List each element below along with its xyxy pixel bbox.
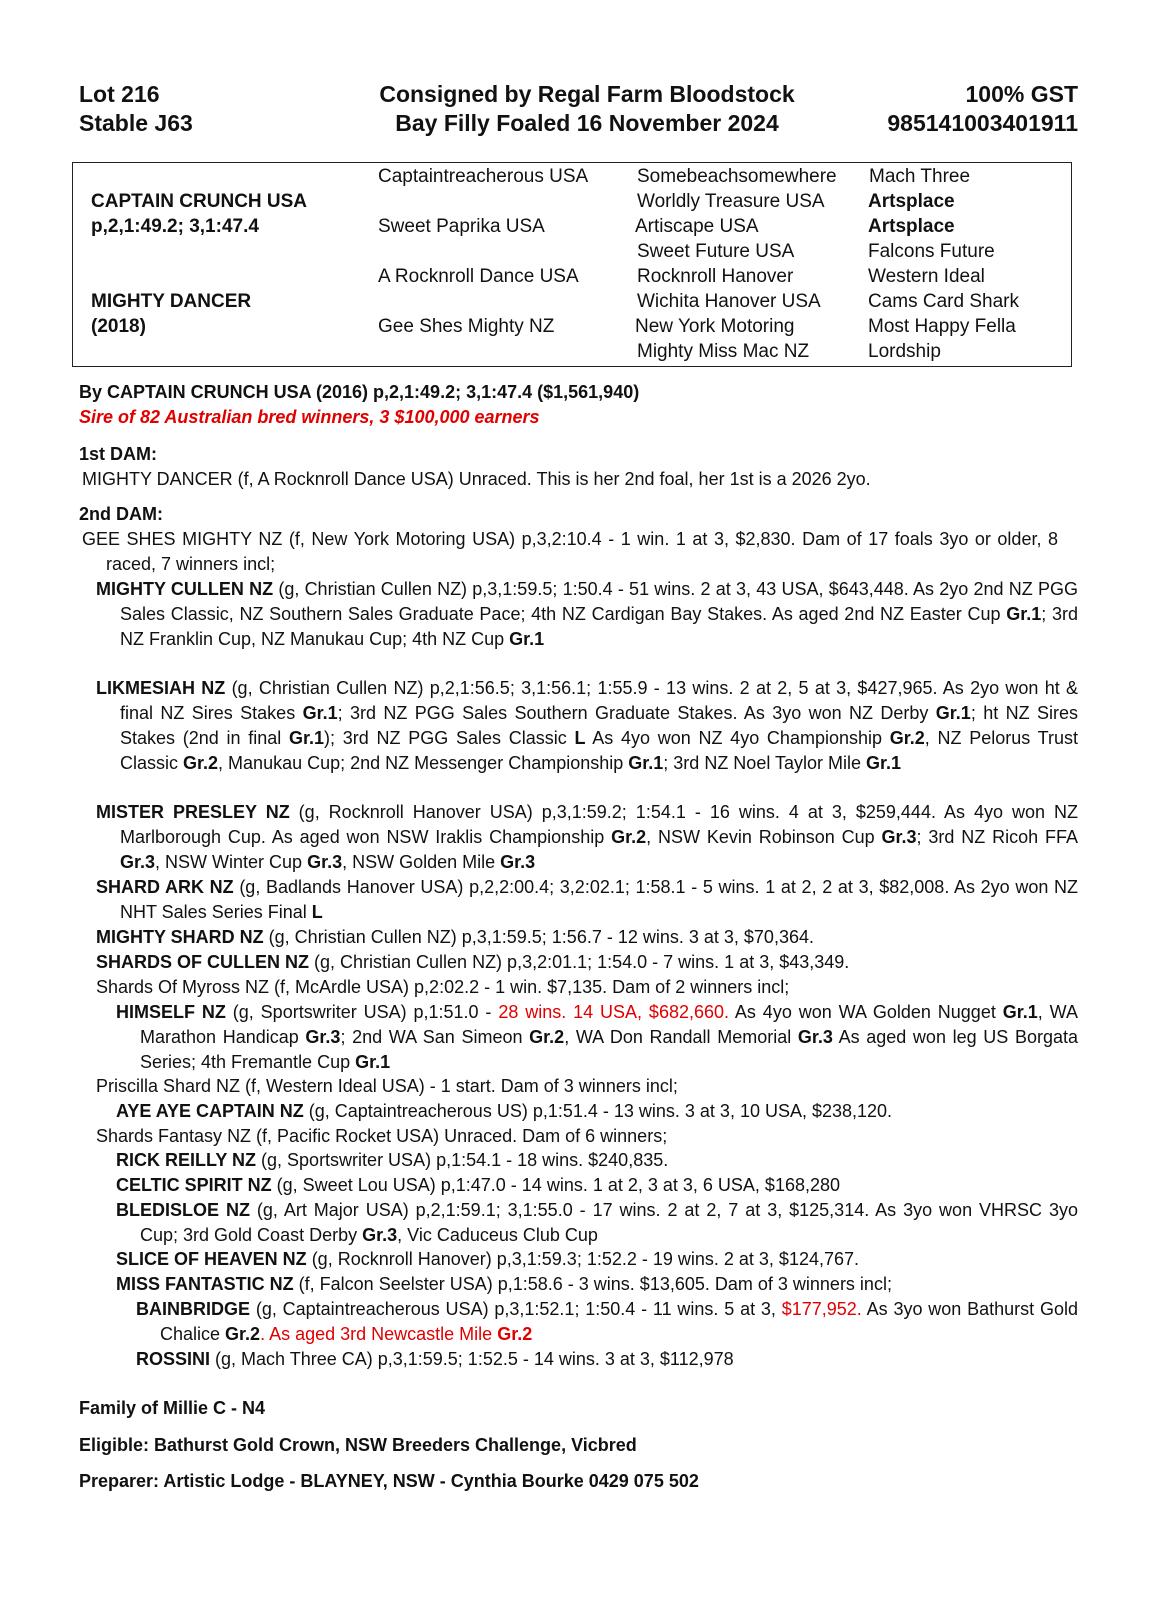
progeny-entry: CELTIC SPIRIT NZ (g, Sweet Lou USA) p,1:47.0 - 14 wins. 1 at 2, 3 at 3, 6 USA, $168,280	[116, 1175, 841, 1195]
pedigree-gen3: Most Happy Fella	[868, 316, 1016, 337]
progeny-entry: LIKMESIAH NZ (g, Christian Cullen NZ) p,2,1:56.5; 3,1:56.1; 1:55.9 - 13 wins. 2 at 2, 5 at 3, $427,965. As 2yo won ht & final NZ Sires Stakes Gr.1; 3rd NZ PGG Sales Southern Graduate Stakes. As 3yo won NZ Derby Gr.1; ht NZ Sires Stakes (2nd in final Gr.1); 3rd NZ PGG Sales Classic L As 4yo won NZ 4yo Championship Gr.2, NZ Pelorus Trust Classic Gr.2, Manukau Cup; 2nd NZ Messenger Championship Gr.1; 3rd NZ Noel Taylor Mile Gr.1	[96, 678, 1078, 773]
pedigree-dam-year: (2018)	[91, 316, 146, 337]
pedigree-dam-name: MIGHTY DANCER	[91, 291, 252, 312]
horse-name: SLICE OF HEAVEN NZ	[116, 1249, 307, 1269]
pedigree-gen3: Artsplace	[868, 216, 955, 237]
horse-name: SHARD ARK NZ	[96, 877, 234, 897]
progeny-entry: RICK REILLY NZ (g, Sportswriter USA) p,1:54.1 - 18 wins. $240,835.	[116, 1150, 669, 1170]
pedigree-gen3: Cams Card Shark	[868, 291, 1019, 312]
horse-name: MISS FANTASTIC NZ	[116, 1274, 294, 1294]
progeny-entry: AYE AYE CAPTAIN NZ (g, Captaintreacherous US) p,1:51.4 - 13 wins. 3 at 3, 10 USA, $238,120.	[116, 1101, 893, 1121]
horse-name: MISTER PRESLEY NZ	[96, 802, 290, 822]
pedigree-gen2: New York Motoring	[635, 316, 795, 337]
pedigree-gen3: Lordship	[868, 341, 941, 362]
first-dam-heading: 1st DAM:	[79, 444, 158, 464]
pedigree-gen1: Sweet Paprika USA	[378, 216, 545, 237]
horse-name: RICK REILLY NZ	[116, 1150, 257, 1170]
lot-block	[79, 80, 193, 138]
horse-name: LIKMESIAH NZ	[96, 678, 226, 698]
horse-name: MIGHTY SHARD NZ	[96, 927, 264, 947]
progeny-entry: ROSSINI (g, Mach Three CA) p,3,1:59.5; 1:52.5 - 14 wins. 3 at 3, $112,978	[136, 1349, 734, 1369]
pedigree-gen3: Falcons Future	[868, 241, 995, 262]
horse-name: BLEDISLOE NZ	[116, 1200, 250, 1220]
first-dam-text: MIGHTY DANCER (f, A Rocknroll Dance USA) Unraced. This is her 2nd foal, her 1st is a 2026 2yo.	[82, 469, 871, 489]
progeny-entry: HIMSELF NZ (g, Sportswriter USA) p,1:51.0 - 28 wins. 14 USA, $682,660. As 4yo won WA Golden Nugget Gr.1, WA Marathon Handicap Gr.3; 2nd WA San Simeon Gr.2, WA Don Randall Memorial Gr.3 As aged won leg US Borgata Series; 4th Fremantle Cup Gr.1	[116, 1002, 1078, 1072]
second-dam-intro: GEE SHES MIGHTY NZ (f, New York Motoring USA) p,3,2:10.4 - 1 win. 1 at 3, $2,830. Dam of 17 foals 3yo or older, 8 raced, 7 winners incl;	[82, 529, 1058, 574]
lot-number: Lot 216	[79, 81, 160, 107]
family-line: Family of Millie C - N4	[79, 1398, 266, 1418]
progeny-entry: SHARD ARK NZ (g, Badlands Hanover USA) p,2,2:00.4; 3,2:02.1; 1:58.1 - 5 wins. 1 at 2, 2 at 3, $82,008. As 2yo won NZ NHT Sales Series Final L	[96, 877, 1079, 922]
pedigree-gen3: Mach Three	[869, 166, 971, 187]
sire-line: By CAPTAIN CRUNCH USA (2016) p,2,1:49.2; 3,1:47.4 ($1,561,940)	[79, 382, 640, 402]
pedigree-gen1: Gee Shes Mighty NZ	[378, 316, 555, 337]
pedigree-gen2: Wichita Hanover USA	[637, 291, 821, 312]
consignor-block	[292, 80, 882, 138]
horse-name: MIGHTY CULLEN NZ	[96, 579, 274, 599]
pedigree-sire-name: CAPTAIN CRUNCH USA	[91, 191, 308, 212]
progeny-entry: BAINBRIDGE (g, Captaintreacherous USA) p,3,1:52.1; 1:50.4 - 11 wins. 5 at 3, $177,952. As 3yo won Bathurst Gold Chalice Gr.2. As aged 3rd Newcastle Mile Gr.2	[136, 1299, 1078, 1344]
gst-block	[820, 80, 1078, 138]
pedigree-gen2: Artiscape USA	[635, 216, 759, 237]
horse-name: BAINBRIDGE	[136, 1299, 251, 1319]
pedigree-gen2: Somebeachsomewhere	[637, 166, 837, 187]
progeny-entry: MISTER PRESLEY NZ (g, Rocknroll Hanover USA) p,3,1:59.2; 1:54.1 - 16 wins. 4 at 3, $259,444. As 4yo won NZ Marlborough Cup. As aged won NSW Iraklis Championship Gr.2, NSW Kevin Robinson Cup Gr.3; 3rd NZ Ricoh FFA Gr.3, NSW Winter Cup Gr.3, NSW Golden Mile Gr.3	[96, 802, 1078, 872]
pedigree-gen2: Worldly Treasure USA	[637, 191, 825, 212]
pedigree-gen3: Artsplace	[868, 191, 955, 212]
progeny-entry: Shards Of Myross NZ (f, McArdle USA) p,2:02.2 - 1 win. $7,135. Dam of 2 winners incl;	[96, 977, 790, 997]
second-dam-heading: 2nd DAM:	[79, 504, 163, 524]
pedigree-gen2: Mighty Miss Mac NZ	[637, 341, 810, 362]
progeny-entry: MISS FANTASTIC NZ (f, Falcon Seelster USA) p,1:58.6 - 3 wins. $13,605. Dam of 3 winners incl;	[116, 1274, 892, 1294]
horse-name: CELTIC SPIRIT NZ	[116, 1175, 272, 1195]
pedigree-gen2: Rocknroll Hanover	[637, 266, 794, 287]
eligible-line: Eligible: Bathurst Gold Crown, NSW Breeders Challenge, Vicbred	[79, 1435, 637, 1455]
progeny-entry: SHARDS OF CULLEN NZ (g, Christian Cullen NZ) p,3,2:01.1; 1:54.0 - 7 wins. 1 at 3, $43,349.	[96, 952, 850, 972]
horse-name: ROSSINI	[136, 1349, 211, 1369]
pedigree-gen3: Western Ideal	[868, 266, 985, 287]
progeny-entry: Shards Fantasy NZ (f, Pacific Rocket USA) Unraced. Dam of 6 winners;	[96, 1126, 668, 1146]
pedigree-gen1: Captaintreacherous USA	[378, 166, 589, 187]
sire-stat: Sire of 82 Australian bred winners, 3 $100,000 earners	[79, 407, 540, 427]
microchip: 985141003401911	[887, 110, 1078, 136]
consignor: Consigned by Regal Farm Bloodstock	[379, 81, 795, 107]
progeny-entry: SLICE OF HEAVEN NZ (g, Rocknroll Hanover) p,3,1:59.3; 1:52.2 - 19 wins. 2 at 3, $124,767.	[116, 1249, 860, 1269]
pedigree-sire-record: p,2,1:49.2; 3,1:47.4	[91, 216, 259, 237]
progeny-entry: Priscilla Shard NZ (f, Western Ideal USA) - 1 start. Dam of 3 winners incl;	[96, 1076, 678, 1096]
horse-name: HIMSELF NZ	[116, 1002, 226, 1022]
progeny-entry: MIGHTY CULLEN NZ (g, Christian Cullen NZ) p,3,1:59.5; 1:50.4 - 51 wins. 2 at 3, 43 USA, $643,448. As 2yo 2nd NZ PGG Sales Classic, NZ Southern Sales Graduate Pace; 4th NZ Cardigan Bay Stakes. As aged 2nd NZ Easter Cup Gr.1; 3rd NZ Franklin Cup, NZ Manukau Cup; 4th NZ Cup Gr.1	[96, 579, 1078, 649]
pedigree-table	[72, 162, 1072, 367]
progeny-entry: MIGHTY SHARD NZ (g, Christian Cullen NZ) p,3,1:59.5; 1:56.7 - 12 wins. 3 at 3, $70,364.	[96, 927, 814, 947]
horse-description: Bay Filly Foaled 16 November 2024	[395, 110, 779, 136]
horse-name: SHARDS OF CULLEN NZ	[96, 952, 309, 972]
pedigree-gen1: A Rocknroll Dance USA	[378, 266, 579, 287]
preparer-line: Preparer: Artistic Lodge - BLAYNEY, NSW - Cynthia Bourke 0429 075 502	[79, 1471, 699, 1491]
pedigree-gen2: Sweet Future USA	[637, 241, 795, 262]
gst: 100% GST	[965, 81, 1078, 107]
horse-name: AYE AYE CAPTAIN NZ	[116, 1101, 304, 1121]
stable-number: Stable J63	[79, 110, 193, 136]
progeny-entry: BLEDISLOE NZ (g, Art Major USA) p,2,1:59.1; 3,1:55.0 - 17 wins. 2 at 2, 7 at 3, $125,314. As 3yo won VHRSC 3yo Cup; 3rd Gold Coast Derby Gr.3, Vic Caduceus Club Cup	[116, 1200, 1078, 1245]
